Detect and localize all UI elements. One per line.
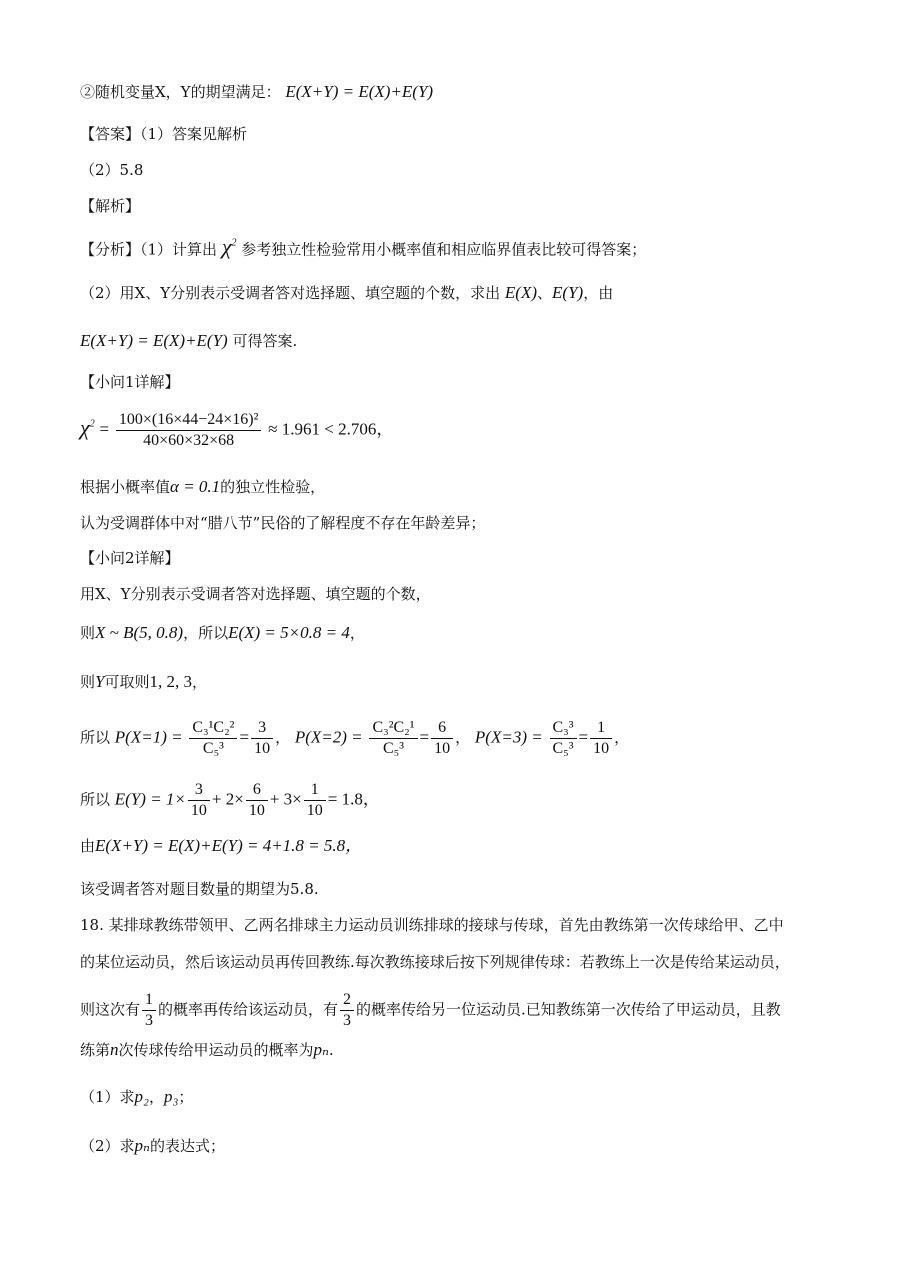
q2-line-2 [80, 623, 365, 643]
text: （1）求 [80, 1088, 135, 1106]
fraction [189, 718, 237, 759]
text: 参考独立性检验常用小概率值和相应临界值表比较可得答案； [241, 240, 647, 259]
text: 则 [80, 624, 96, 642]
chi-squared-symbol: $\chi^2$ [80, 414, 95, 440]
analysis-line-1 [80, 234, 646, 259]
formula: pₙ [134, 1136, 150, 1155]
formula: X ~ B(5, 0.8) [95, 623, 184, 642]
fraction-denominator: C₅³ [382, 740, 404, 757]
text: 的表达式； [149, 1137, 225, 1155]
fraction-numerator: 3 [251, 718, 273, 739]
q2-line-3 [80, 672, 207, 692]
fraction-numerator: 2 [340, 990, 354, 1011]
fraction [590, 718, 612, 759]
formula: E(Y) [552, 283, 584, 302]
text: . [328, 1041, 334, 1059]
text: 所以 [80, 790, 111, 809]
formula: α = 0.1 [170, 477, 221, 496]
q1-line-2 [80, 513, 485, 533]
fraction-numerator: 1 [304, 780, 326, 801]
fraction-denominator: C₅³ [552, 740, 574, 757]
q1-heading [80, 372, 180, 392]
fraction-numerator: C₃²C₂¹ [369, 718, 417, 739]
fraction-denominator: 10 [434, 740, 451, 757]
fraction [340, 990, 354, 1031]
text: （2）5.8 [80, 161, 144, 179]
formula: E(X+Y) = E(X)+E(Y) [80, 331, 228, 350]
text: 【分析】（1）计算出 [80, 240, 218, 259]
fraction [142, 990, 156, 1031]
fraction-denominator: 10 [248, 802, 265, 819]
answer-part-2 [80, 160, 143, 180]
text: （2）用X、Y分别表示受调者答对选择题、填空题的个数，求出 [80, 284, 501, 302]
fraction [304, 780, 326, 821]
q1-line-1 [80, 477, 325, 497]
text: 根据小概率值 [80, 478, 171, 496]
expectation-y-line [80, 780, 380, 821]
text: ，由 [583, 284, 614, 302]
fraction [188, 780, 210, 821]
fraction-numerator: C₃³ [550, 718, 577, 739]
formula: P(X=3) = [474, 727, 543, 747]
text: ， [614, 728, 630, 747]
formula: E(X) = 5×0.8 = 4 [228, 623, 350, 642]
conclusion-line [80, 879, 319, 899]
text: 【解析】 [80, 197, 141, 215]
text: 的某位运动员，然后该运动员再传回教练.每次教练接球后按下列规律传球：若教练上一次是传给某运动员， [80, 953, 790, 971]
formula: p₃ [163, 1087, 179, 1106]
text: ，所以 [183, 624, 229, 642]
text: 次传球传给甲运动员的概率为 [118, 1041, 314, 1059]
answer-heading [80, 124, 247, 144]
fraction-denominator: 10 [306, 802, 323, 819]
fraction-denominator: 10 [190, 802, 207, 819]
fraction [550, 718, 577, 759]
text: 【小问2详解】 [80, 549, 180, 567]
text: 【小问1详解】 [80, 373, 180, 391]
text: ； [178, 1088, 194, 1106]
text: 【答案】（1）答案见解析 [80, 125, 248, 143]
problem-18-line-1 [80, 915, 784, 935]
fraction-denominator: 10 [593, 740, 610, 757]
analysis-line-3 [80, 331, 297, 351]
text: 、 [537, 284, 553, 302]
fraction-denominator: 10 [254, 740, 271, 757]
fraction [431, 718, 453, 759]
formula: E(X+Y) = E(X)+E(Y) [285, 82, 434, 101]
text: （2）求 [80, 1137, 135, 1155]
probability-distribution-line: 所以 P(X=1) = $\frac{\text{C₃¹C₂²}}{\text{C₅³}}$ = $\frac{3}{10}$ ， P(X=2) = $\frac{\text{C₃²C₂¹}}{\text{C₅³}}$ = $\frac{6}{10}$ ， P(X=3) = $\frac{\text{C₃³}}{\text{C₅³}}$ = $\frac{1}{10}$ ， [80, 719, 630, 757]
q2-heading [80, 548, 180, 568]
text: ， [192, 673, 208, 691]
formula: ≈ 1.961 < 2.706， [268, 419, 394, 439]
fraction [251, 718, 273, 759]
formula: + 2× [211, 789, 244, 809]
formula: E(X) [504, 283, 538, 302]
formula: P(X=2) = [294, 727, 363, 747]
fraction-numerator: 1 [590, 718, 612, 739]
problem-18-line-3 [80, 990, 781, 1031]
fraction [369, 718, 417, 759]
fraction-denominator: 3 [145, 1012, 154, 1029]
text: 认为受调群体中对“腊八节”民俗的了解程度不存在年龄差异； [80, 514, 486, 532]
formula: E(X+Y) = E(X)+E(Y) = 4+1.8 = 5.8， [95, 836, 363, 855]
fraction [246, 780, 268, 821]
formula: = 1.8， [327, 789, 380, 809]
text: 所以 [80, 728, 111, 747]
formula: E(Y) = 1× [114, 789, 186, 809]
text: 用X、Y分别表示受调者答对选择题、填空题的个数， [80, 585, 431, 603]
formula: p₂ [134, 1087, 149, 1106]
fraction-denominator: 40×60×32×68 [143, 432, 235, 449]
text: 的独立性检验， [220, 478, 326, 496]
chi-squared-formula: $\chi^2$ = $\frac{\text{100×(16×44−24×16)²}}{40\times 60\times 32\times 68}$ ≈ 1.961 < 2.706， [80, 411, 394, 449]
fraction-numerator: C₃¹C₂² [189, 718, 237, 739]
text: 18. 某排球教练带领甲、乙两名排球主力运动员训练排球的接球与传球，首先由教练第一次传球给甲、乙中 [80, 916, 784, 934]
subquestion-1 [80, 1087, 193, 1107]
text: 练第 [80, 1041, 111, 1059]
problem-18-line-4 [80, 1040, 334, 1060]
text: 由 [80, 837, 96, 855]
text: 可得答案. [232, 332, 298, 350]
fraction-numerator: 100×(16×44−24×16)² [116, 410, 262, 431]
fraction-denominator: 3 [343, 1012, 352, 1029]
formula: 1, 2, 3 [149, 672, 192, 691]
chi-squared-fraction [116, 410, 262, 451]
fraction-numerator: 3 [188, 780, 210, 801]
text: ， [275, 728, 291, 747]
text: 则 [80, 673, 96, 691]
chi-squared-symbol: $\chi^2$ [221, 234, 237, 260]
formula: + 3× [269, 789, 302, 809]
text: ， [349, 624, 365, 642]
text: 可取则 [104, 673, 150, 691]
formula: P(X=1) = [114, 727, 183, 747]
formula: n [110, 1040, 119, 1059]
q2-line-1 [80, 584, 431, 604]
text: ， [148, 1088, 164, 1106]
problem-18-line-2 [80, 952, 790, 972]
fraction-numerator: 6 [246, 780, 268, 801]
text: 则这次有 [80, 1000, 141, 1019]
formula: pₙ [313, 1040, 329, 1059]
text: ， [455, 728, 471, 747]
analysis-line-2 [80, 283, 613, 303]
fraction-numerator: 1 [142, 990, 156, 1011]
formula: Y [95, 672, 105, 691]
text: 的概率再传给该运动员，有 [158, 1000, 339, 1019]
subquestion-2 [80, 1136, 225, 1156]
fraction-numerator: 6 [431, 718, 453, 739]
fraction-denominator: C₅³ [202, 740, 224, 757]
text: ②随机变量X，Y的期望满足： [80, 83, 281, 101]
sum-expectation-line [80, 836, 362, 856]
text: 该受调者答对题目数量的期望为5.8. [80, 880, 319, 898]
expectation-property-line [80, 82, 433, 102]
solution-heading [80, 196, 140, 216]
text: 的概率传给另一位运动员.已知教练第一次传给了甲运动员，且教 [356, 1000, 781, 1019]
